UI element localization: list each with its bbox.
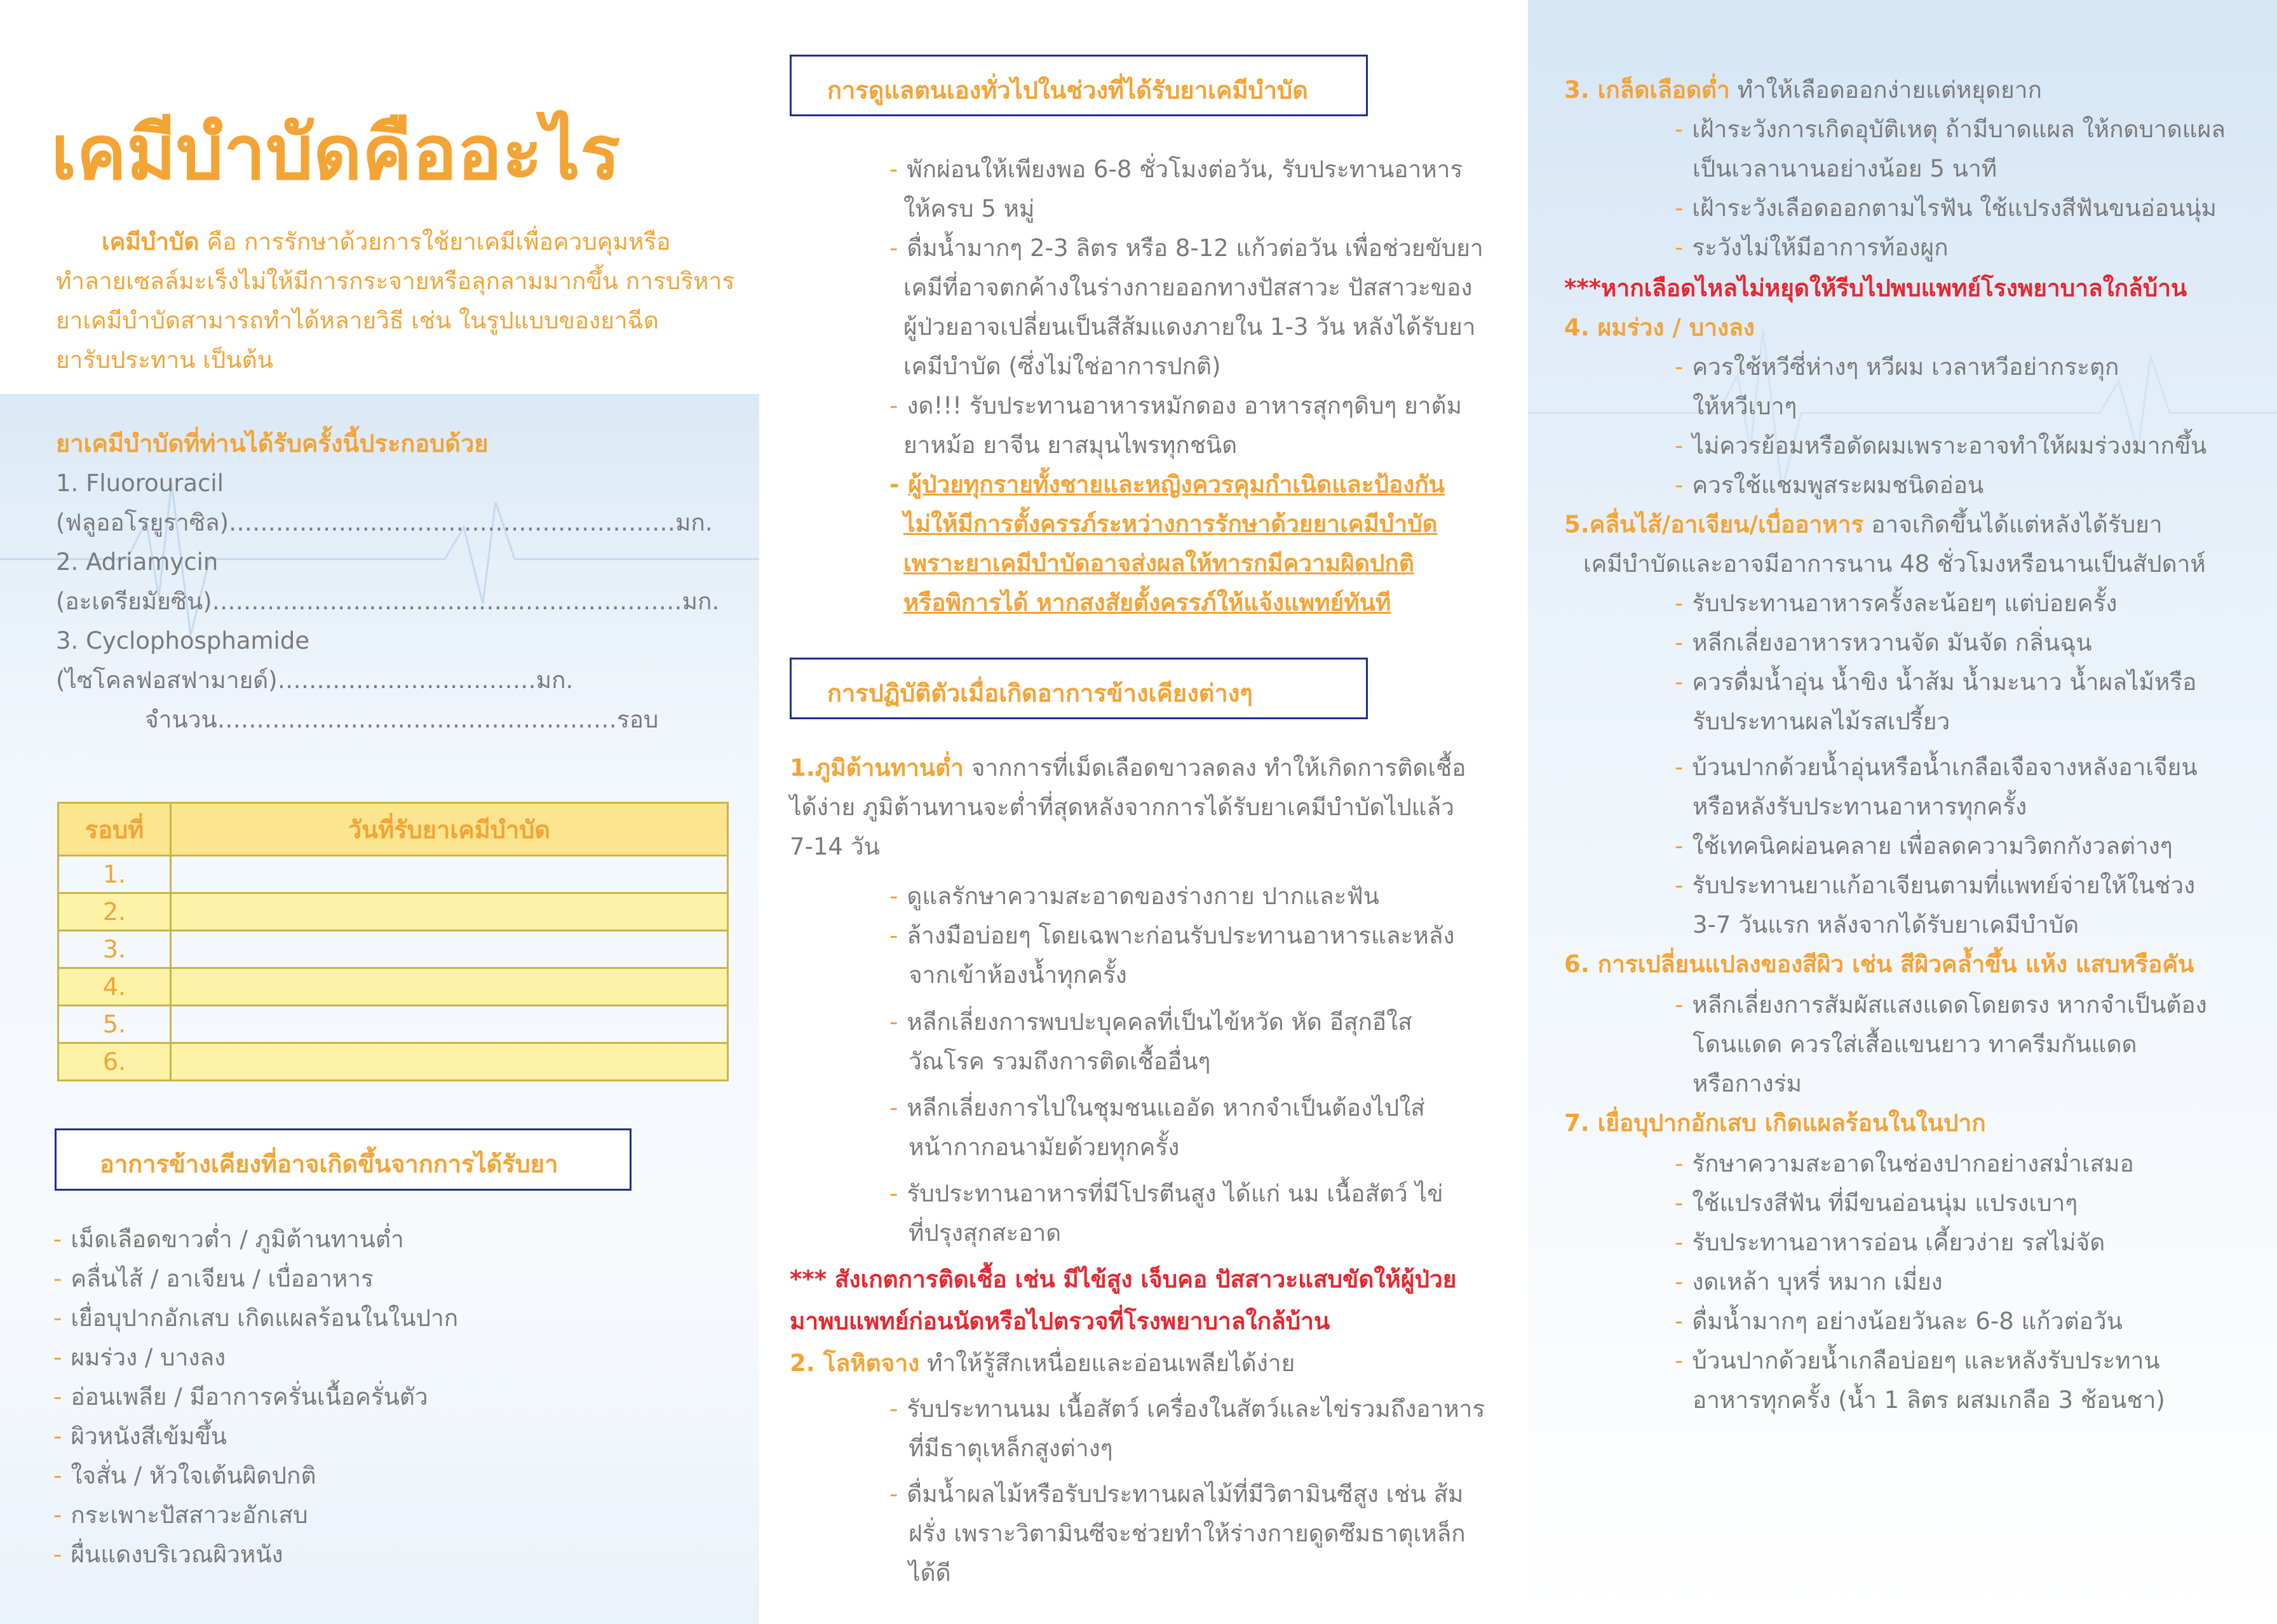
list-item-continued: โดนแดด ควรใส่เสื้อแขนยาว ทาครีมกันแดด [1693,1031,2137,1058]
section-immunity-text: 7-14 วัน [790,833,880,860]
list-item: - หลีกเลี่ยงการพบปะบุคคลที่เป็นไข้หวัด หัด อีสุกอีใส [889,1008,1412,1036]
list-item-continued: เคมีบำบัด (ซึ่งไม่ใช่อาการปกติ) [903,353,1221,380]
list-item: - ไม่ควรย้อมหรือดัดผมเพราะอาจทำให้ผมร่วงมากขึ้น [1675,432,2207,459]
drug-line-1: 1. Fluorouracil [56,470,224,497]
list-item: - คลื่นไส้ / อาเจียน / เบื่ออาหาร [53,1265,374,1292]
list-item: - เม็ดเลือดขาวต่ำ / ภูมิต้านทานต่ำ [53,1226,404,1253]
list-item-continued: รับประทานผลไม้รสเปรี้ยว [1693,708,1950,735]
schedule-table [57,802,729,1081]
bleeding-alert: ***หากเลือดไหลไม่หยุดให้รีบไปพบแพทย์โรงพยาบาลใกล้บ้าน [1564,274,2187,302]
practice-box-label: การปฏิบัติตัวเมื่อเกิดอาการข้างเคียงต่างๆ [827,679,1253,707]
list-item: - ผื่นแดงบริเวณผิวหนัง [53,1541,283,1568]
list-item: - ควรใช้แชมพูสระผมชนิดอ่อน [1675,471,1984,499]
list-item: - เยื่อบุปากอักเสบ เกิดแผลร้อนในในปาก [53,1304,459,1332]
list-item-continued: เป็นเวลานานอย่างน้อย 5 นาที [1693,155,1997,182]
date-cell[interactable] [171,856,728,893]
list-item-continued: ที่มีธาตุเหล็กสูงต่างๆ [909,1435,1113,1462]
list-item: - บ้วนปากด้วยน้ำอุ่นหรือน้ำเกลือเจือจางหลังอาเจียน [1675,754,2198,781]
list-item: - เฝ้าระวังการเกิดอุบัติเหตุ ถ้ามีบาดแผล ให้กดบาดแผล [1675,116,2226,143]
side-effects-box-label: อาการข้างเคียงที่อาจเกิดขึ้นจากการได้รับยา [100,1150,558,1178]
section-nausea: 5.คลื่นไส้/อาเจียน/เบื่ออาหาร อาจเกิดขึ้นได้แต่หลังได้รับยา [1564,511,2163,538]
round-number: 1. [58,856,171,893]
infection-alert: *** สังเกตการติดเชื้อ เช่น มีไข้สูง เจ็บคอ ปัสสาวะแสบขัดให้ผู้ป่วย [790,1266,1457,1293]
list-item: - กระเพาะปัสสาวะอักเสบ [53,1501,308,1529]
list-item: - ควรดื่มน้ำอุ่น น้ำขิง น้ำส้ม น้ำมะนาว น้ำผลไม้หรือ [1675,668,2197,696]
drug-line-6: (ไซโคลฟอสฟามายด์)……………………………มก. [56,667,574,694]
round-number: 3. [58,931,171,968]
round-number: 6. [58,1043,171,1081]
drug-line-4: (อะเดรียมัยซิน)……………………………………………………มก. [56,588,720,615]
pregnancy-warning-continued: หรือพิการได้ หากสงสัยตั้งครรภ์ให้แจ้งแพทย์ทันที [903,589,1391,616]
list-item: - ใช้แปรงสีฟัน ที่มีขนอ่อนนุ่ม แปรงเบาๆ [1675,1189,2078,1217]
list-item: - รักษาความสะอาดในช่องปากอย่างสม่ำเสมอ [1675,1150,2134,1177]
list-item: - รับประทานอาหารที่มีโปรตีนสูง ได้แก่ นม เนื้อสัตว์ ไข่ [889,1180,1443,1207]
section-platelets: 3. เกล็ดเลือดต่ำ ทำให้เลือดออกง่ายแต่หยุดยาก [1564,76,2042,104]
list-item: - รับประทานอาหารครั้งละน้อยๆ แต่บ่อยครั้ง [1675,590,2118,617]
selfcare-box-label: การดูแลตนเองทั่วไปในช่วงที่ได้รับยาเคมีบำบัด [827,76,1308,104]
section-skin: 6. การเปลี่ยนแปลงของสีผิว เช่น สีผิวคล้ำขึ้น แห้ง แสบหรือคัน [1564,951,2194,978]
practice-box [790,658,1368,719]
table-row [58,1006,728,1043]
table-row [58,1043,728,1081]
list-item: - ล้างมือบ่อยๆ โดยเฉพาะก่อนรับประทานอาหารและหลัง [889,922,1455,949]
table-row [58,931,728,968]
round-number: 5. [58,1006,171,1043]
selfcare-box [790,55,1368,116]
drug-line-5: 3. Cyclophosphamide [56,627,310,654]
round-number: 4. [58,968,171,1006]
intro-line-2: ทำลายเซลล์มะเร็งไม่ให้มีการกระจายหรือลุกลามมากขึ้น การบริหาร [56,267,735,295]
date-cell[interactable] [171,1006,728,1043]
list-item: - รับประทานยาแก้อาเจียนตามที่แพทย์จ่ายให้ในช่วง [1675,872,2196,899]
list-item-continued: 3-7 วันแรก หลังจากได้รับยาเคมีบำบัด [1693,911,2079,938]
pregnancy-warning-continued: เพราะยาเคมีบำบัดอาจส่งผลให้ทารกมีความผิดปกติ [903,550,1414,577]
infection-alert-continued: มาพบแพทย์ก่อนนัดหรือไปตรวจที่โรงพยาบาลใกล้บ้าน [790,1308,1330,1335]
list-item: - ดูแลรักษาความสะอาดของร่างกาย ปากและฟัน [889,883,1379,910]
list-item: - ใจสั่น / หัวใจเต้นผิดปกติ [53,1462,316,1489]
date-cell[interactable] [171,893,728,931]
list-item: - งด!!! รับประทานอาหารหมักดอง อาหารสุกๆดิบๆ ยาต้ม [889,392,1462,419]
list-item-continued: ให้หวีเบาๆ [1693,393,1797,420]
list-item: - หลีกเลี่ยงการไปในชุมชนแออัด หากจำเป็นต้องไปใส่ [889,1094,1425,1121]
section-immunity: 1.ภูมิต้านทานต่ำ จากการที่เม็ดเลือดขาวลดลง ทำให้เกิดการติดเชื้อ [790,754,1466,782]
date-cell[interactable] [171,968,728,1006]
section-immunity-text: ได้ง่าย ภูมิต้านทานจะต่ำที่สุดหลังจากการได้รับยาเคมีบำบัดไปแล้ว [790,794,1455,821]
list-item-continued: วัณโรค รวมถึงการติดเชื้ออื่นๆ [909,1048,1211,1075]
intro-term: เคมีบำบัด [102,228,199,255]
list-item-continued: หรือกางร่ม [1693,1070,1802,1097]
section-nausea-text: เคมีบำบัดและอาจมีอาการนาน 48 ชั่วโมงหรือนานเป็นสัปดาห์ [1583,550,2206,578]
list-item: - เฝ้าระวังเลือดออกตามไรฟัน ใช้แปรงสีฟันขนอ่อนนุ่ม [1675,194,2217,222]
pregnancy-warning-continued: ไม่ให้มีการตั้งครรภ์ระหว่างการรักษาด้วยยาเคมีบำบัด [903,510,1438,538]
drugs-heading: ยาเคมีบำบัดที่ท่านได้รับครั้งนี้ประกอบด้วย [56,430,489,457]
list-item-continued: ได้ดี [909,1559,951,1587]
schedule-table-header [58,803,728,856]
drug-line-2: (ฟลูออโรยูราซิล)…………………………………………………มก. [56,509,713,536]
table-row [58,893,728,931]
list-item-continued: หรือหลังรับประทานอาหารทุกครั้ง [1693,793,2027,820]
list-item: - ควรใช้หวีซี่ห่างๆ หวีผม เวลาหวีอย่ากระตุก [1675,353,2119,381]
list-item-continued: ผู้ป่วยอาจเปลี่ยนเป็นสีส้มแดงภายใน 1-3 วัน หลังได้รับยา [903,313,1476,341]
pregnancy-warning: - ผู้ป่วยทุกรายทั้งชายและหญิงควรคุมกำเนิดและป้องกัน [889,471,1445,498]
list-item: - รับประทานอาหารอ่อน เคี้ยวง่าย รสไม่จัด [1675,1229,2105,1256]
list-item-continued: จากเข้าห้องน้ำทุกครั้ง [909,961,1127,989]
drug-line-7: จำนวน……………………………………………รอบ [145,706,659,733]
list-item-continued: หน้ากากอนามัยด้วยทุกครั้ง [909,1133,1180,1161]
list-item: - รับประทานนม เนื้อสัตว์ เครื่องในสัตว์และไข่รวมถึงอาหาร [889,1395,1485,1423]
list-item: - ผิวหนังสีเข้มขึ้น [53,1423,227,1450]
list-item: - ดื่มน้ำมากๆ อย่างน้อยวันละ 6-8 แก้วต่อวัน [1675,1308,2123,1335]
list-item: - ใช้เทคนิคผ่อนคลาย เพื่อลดความวิตกกังวลต่างๆ [1675,832,2173,860]
list-item: - ดื่มน้ำผลไม้หรือรับประทานผลไม้ที่มีวิตามินซีสูง เช่น ส้ม [889,1480,1464,1508]
intro-line-4: ยารับประทาน เป็นต้น [56,346,274,374]
list-item: - พักผ่อนให้เพียงพอ 6-8 ชั่วโมงต่อวัน, รับประทานอาหาร [889,156,1463,183]
date-cell[interactable] [171,1043,728,1081]
date-cell[interactable] [171,931,728,968]
schedule-header-date: วันที่รับยาเคมีบำบัด [171,803,728,856]
table-row [58,968,728,1006]
round-number: 2. [58,893,171,931]
list-item-continued: ฝรั่ง เพราะวิตามินซีจะช่วยทำให้ร่างกายดูดซึมธาตุเหล็ก [909,1520,1466,1547]
list-item: - งดเหล้า บุหรี่ หมาก เมี่ยง [1675,1268,1943,1296]
intro-line-1: คือ การรักษาด้วยการใช้ยาเคมีเพื่อควบคุมหรือ [206,228,671,255]
list-item: - บ้วนปากด้วยน้ำเกลือบ่อยๆ และหลังรับประทาน [1675,1347,2160,1374]
list-item-continued: เคมีที่อาจตกค้างในร่างกายออกทางปัสสาวะ ปัสสาวะของ [903,274,1473,301]
list-item: - ผมร่วง / บางลง [53,1344,226,1371]
list-item-continued: อาหารทุกครั้ง (น้ำ 1 ลิตร ผสมเกลือ 3 ช้อนชา) [1693,1386,2165,1414]
drug-line-3: 2. Adriamycin [56,548,219,576]
page-title: เคมีบำบัดคืออะไร [51,109,621,196]
section-anemia: 2. โลหิตจาง ทำให้รู้สึกเหนื่อยและอ่อนเพลียได้ง่าย [790,1350,1295,1377]
table-row [58,856,728,893]
side-effects-box [55,1128,632,1191]
list-item: - อ่อนเพลีย / มีอาการครั่นเนื้อครั่นตัว [53,1383,428,1411]
intro-line-3: ยาเคมีบำบัดสามารถทำได้หลายวิธี เช่น ในรูปแบบของยาฉีด [56,307,659,334]
list-item-continued: ยาหม้อ ยาจีน ยาสมุนไพรทุกชนิด [903,431,1238,459]
section-hair-loss: 4. ผมร่วง / บางลง [1564,314,1755,341]
schedule-header-round: รอบที่ [58,803,171,856]
intro-paragraph [56,222,736,380]
list-item-continued: ที่ปรุงสุกสะอาด [909,1219,1062,1247]
list-item: - หลีกเลี่ยงการสัมผัสแสงแดดโดยตรง หากจำเป็นต้อง [1675,991,2207,1018]
list-item: - ระวังไม่ให้มีอาการท้องผูก [1675,234,1949,261]
list-item: - ดื่มน้ำมากๆ 2-3 ลิตร หรือ 8-12 แก้วต่อวัน เพื่อช่วยขับยา [889,234,1483,262]
section-mucositis: 7. เยื่อบุปากอักเสบ เกิดแผลร้อนในในปาก [1564,1109,1986,1137]
list-item-continued: ให้ครบ 5 หมู่ [903,195,1035,222]
list-item: - หลีกเลี่ยงอาหารหวานจัด มันจัด กลิ่นฉุน [1675,629,2092,656]
